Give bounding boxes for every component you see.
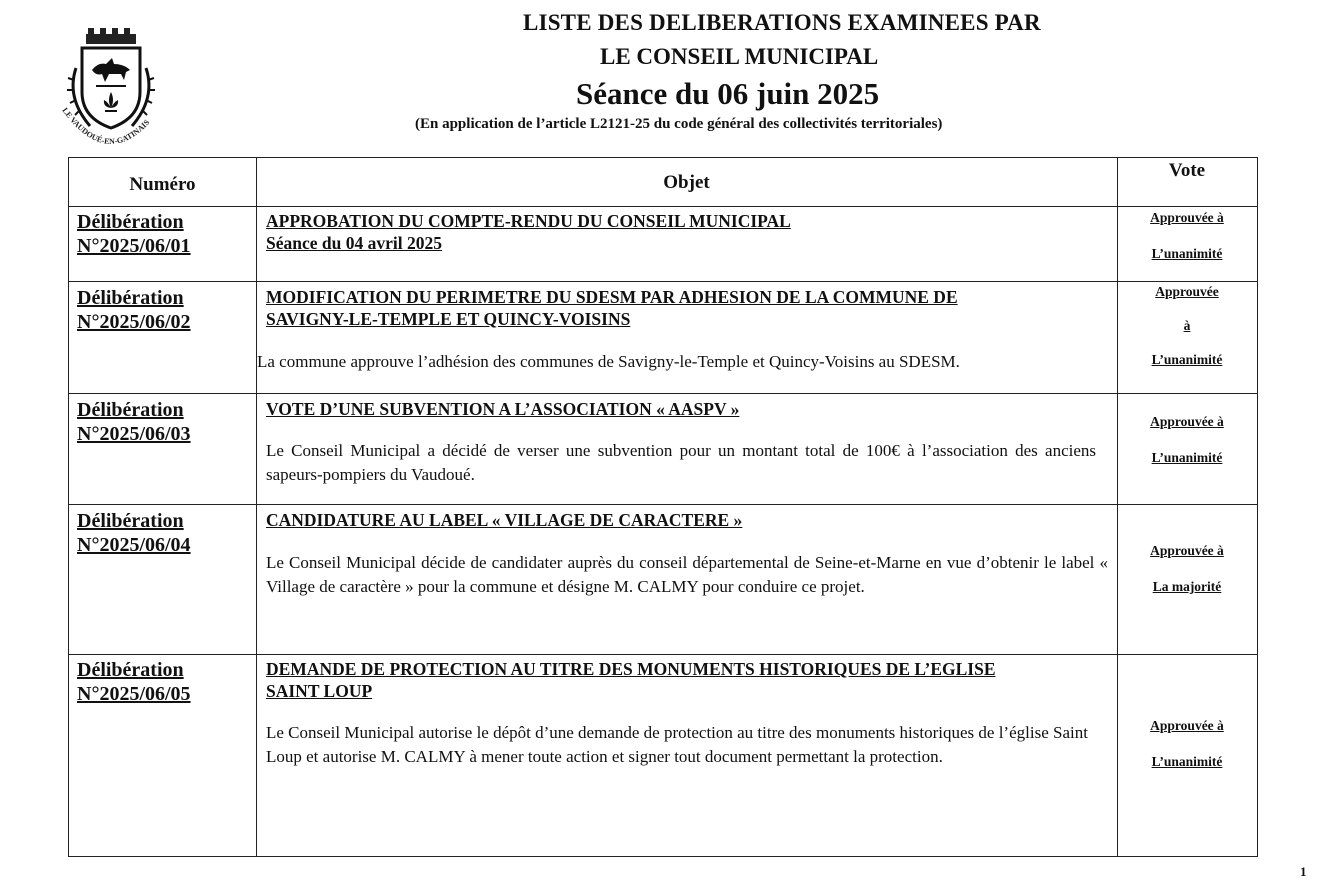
- row-divider: [69, 654, 1257, 655]
- svg-text:LE VAUDOUÉ-EN-GATINAIS: LE VAUDOUÉ-EN-GATINAIS: [60, 105, 152, 147]
- row-divider: [69, 504, 1257, 505]
- vote-result: Approuvée à La majorité: [1150, 543, 1224, 594]
- legal-note: (En application de l’article L2121-25 du code général des collectivités territoriales): [415, 116, 943, 132]
- deliberation-title: DEMANDE DE PROTECTION AU TITRE DES MONUMENTS HISTORIQUES DE L’EGLISE: [266, 659, 996, 679]
- table-row-number: Délibération N°2025/06/05: [77, 659, 191, 705]
- row-divider: [69, 206, 1257, 207]
- table-row-number: Délibération N°2025/06/01: [77, 211, 191, 257]
- deliberation-title: MODIFICATION DU PERIMETRE DU SDESM PAR ADHESION DE LA COMMUNE DE: [266, 287, 958, 307]
- vote-result: Approuvée à L’unanimité: [1150, 210, 1224, 261]
- vote-result: Approuvée à L’unanimité: [1151, 284, 1223, 367]
- vote-result: Approuvée à L’unanimité: [1150, 718, 1224, 769]
- table-row-object: MODIFICATION DU PERIMETRE DU SDESM PAR ADHESION DE LA COMMUNE DE SAVIGNY-LE-TEMPLE ET QUINCY-VOISINS: [266, 286, 1111, 330]
- table-row-object: DEMANDE DE PROTECTION AU TITRE DES MONUMENTS HISTORIQUES DE L’EGLISE SAINT LOUP: [266, 658, 1111, 702]
- header-vote: Vote: [1168, 160, 1206, 181]
- table-row-object: [266, 398, 1106, 420]
- page-number: 1: [1300, 864, 1307, 879]
- table-row-object: [266, 210, 1106, 254]
- deliberation-description: Le Conseil Municipal a décidé de verser une subvention pour un montant total de 100€ à l’association des anciens sapeurs-pompiers du Vaudoué.: [266, 441, 1096, 484]
- deliberation-subtitle: Séance du 04 avril 2025: [266, 233, 442, 253]
- column-divider: [256, 158, 257, 856]
- deliberation-description: Le Conseil Municipal autorise le dépôt d’une demande de protection au titre des monuments historiques de l’église Saint Loup et autorise M. CALMY à mener toute action et signer tout document permettant la protection.: [266, 723, 1088, 766]
- deliberation-description: Le Conseil Municipal décide de candidater auprès du conseil départemental de Seine-et-Marne en vue d’obtenir le label « Village de caractère » pour la commune et désigne M. CALMY pour conduire ce projet.: [266, 553, 1108, 596]
- deliberation-title: CANDIDATURE AU LABEL « VILLAGE DE CARACTERE »: [266, 510, 743, 530]
- vote-result: Approuvée à L’unanimité: [1150, 414, 1224, 465]
- row-divider: [69, 393, 1257, 394]
- municipal-crest-logo: [52, 28, 170, 156]
- row-divider: [69, 281, 1257, 282]
- table-row-number: Délibération N°2025/06/04: [77, 510, 191, 556]
- session-date: Séance du 06 juin 2025: [576, 76, 880, 111]
- table-row-object: [266, 509, 1106, 531]
- table-row-number: Délibération N°2025/06/03: [77, 399, 191, 445]
- header-numero: Numéro: [129, 174, 196, 195]
- header-objet: Objet: [663, 172, 710, 193]
- table-row-number: Délibération N°2025/06/02: [77, 287, 191, 333]
- deliberation-title: APPROBATION DU COMPTE-RENDU DU CONSEIL MUNICIPAL: [266, 211, 791, 231]
- deliberations-table: [68, 157, 1258, 857]
- document-title-line1: LISTE DES DELIBERATIONS EXAMINEES PAR: [523, 10, 1041, 35]
- deliberation-title: VOTE D’UNE SUBVENTION A L’ASSOCIATION « AASPV »: [266, 399, 740, 419]
- deliberation-description: La commune approuve l’adhésion des communes de Savigny-le-Temple et Quincy-Voisins au SDESM.: [257, 352, 960, 371]
- document-title-line2: LE CONSEIL MUNICIPAL: [600, 44, 879, 69]
